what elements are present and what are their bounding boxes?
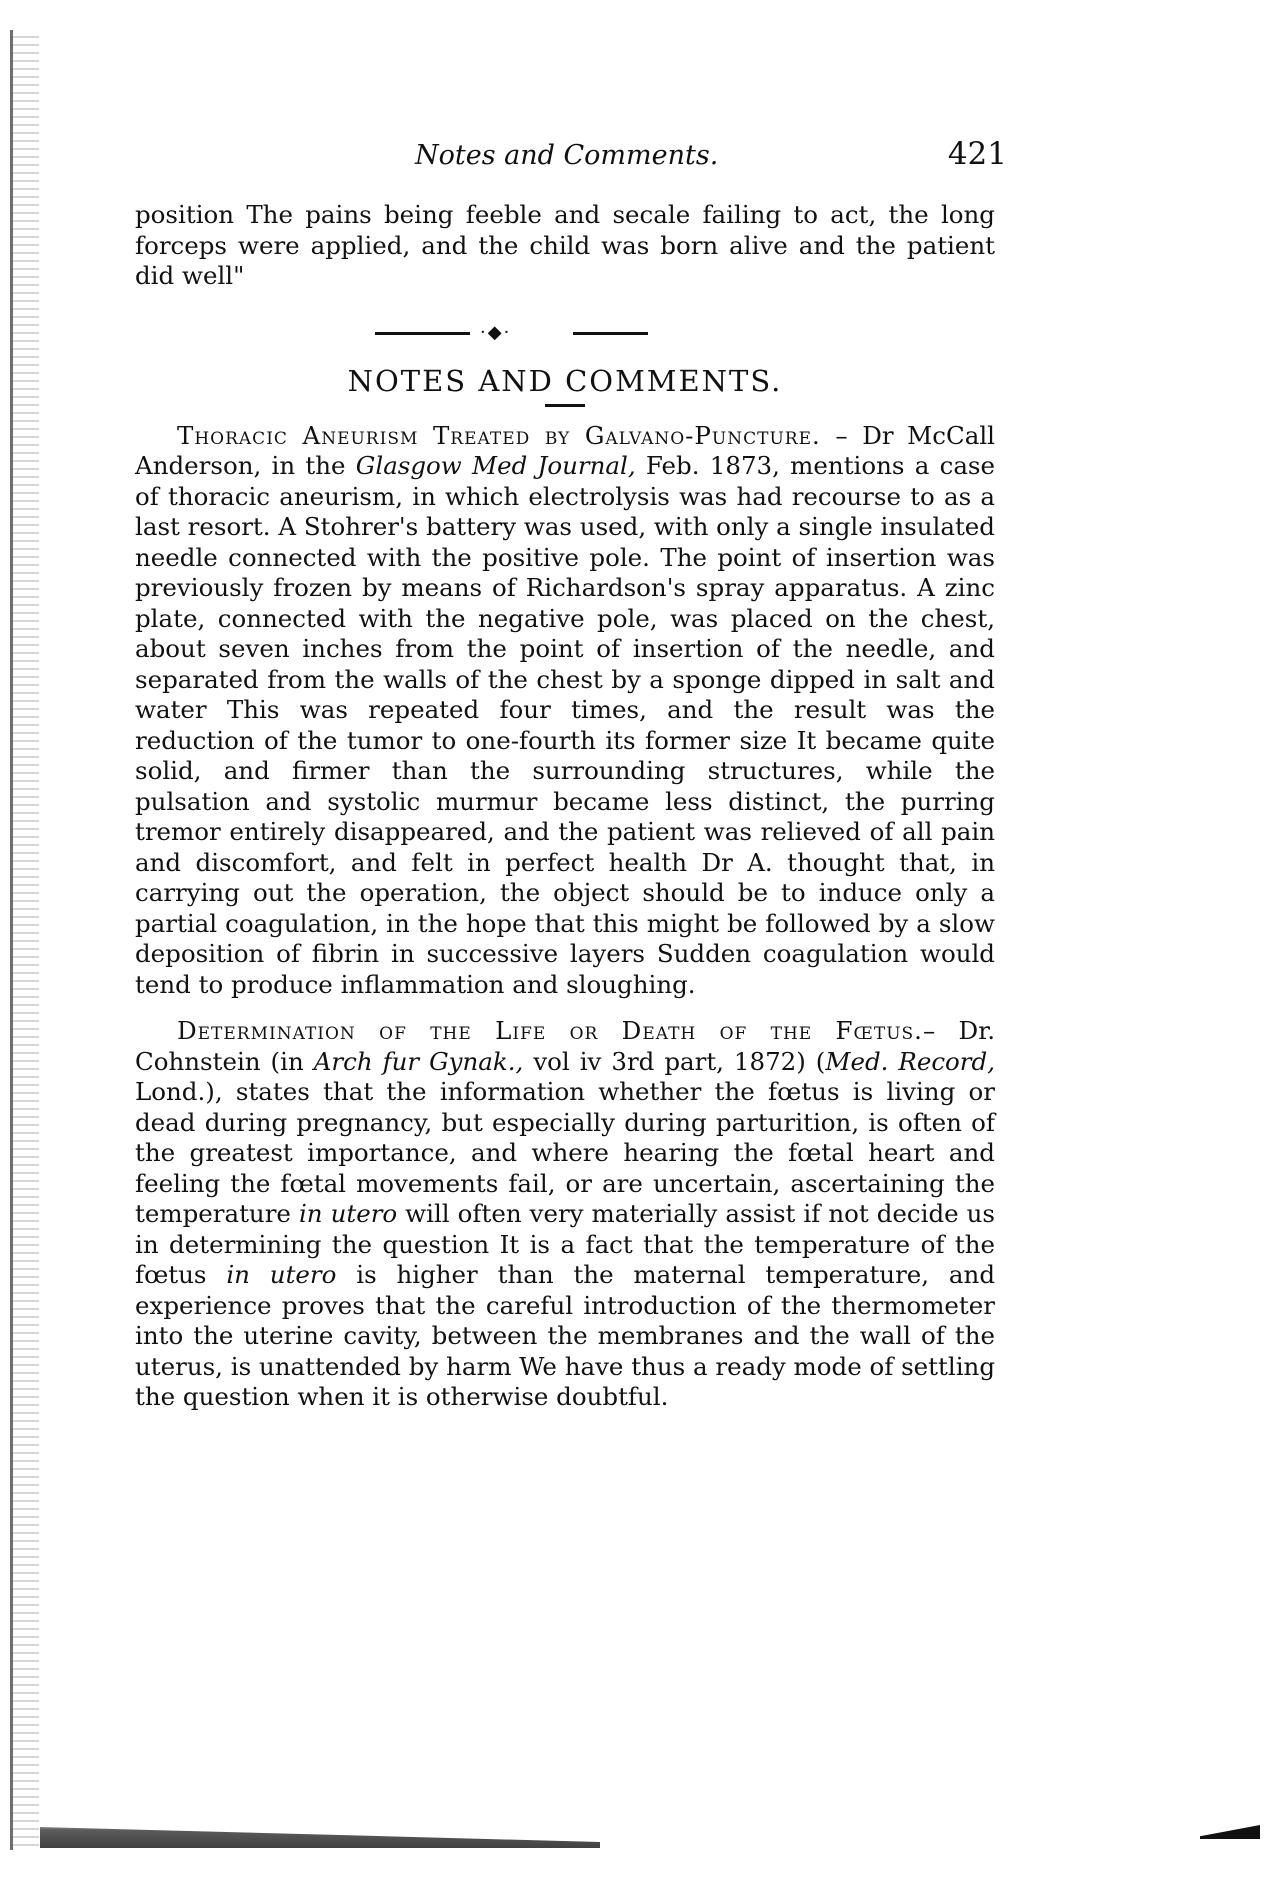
- ornament-dots: ·◆·: [480, 321, 512, 343]
- binding-edge: [10, 30, 39, 1850]
- running-head: Notes and Comments.: [415, 140, 719, 171]
- article-text: Dr. Cohnstein (in: [135, 1016, 995, 1076]
- title-rule: [545, 404, 585, 407]
- continuation-paragraph: position The pains being feeble and secale failing to act, the long forceps were applied, and the child was born alive and the patient did well": [135, 200, 995, 290]
- page: [135, 136, 1007, 1413]
- article-text: Lond.), states that the information whether the fœtus is living or dead during pregnancy, but especially during parturition, is often of the greatest importance, and where hearing the fœtal heart and feeling the fœtal movements fail, or are uncertain, ascertaining the temperature: [135, 1077, 995, 1228]
- article-heading: Thoracic Aneurism Treated by Galvano-Puncture. –: [177, 420, 849, 450]
- page-number: 421: [947, 136, 1007, 172]
- journal-title: Glasgow Med Journal,: [355, 451, 636, 480]
- article-text: Feb. 1873, mentions a case of thoracic aneurism, in which electrolysis was had recourse to as a last resort. A Stohrer's battery was used, with only a single insulated needle connected with the positive pole. The point of insertion was previously frozen by means of Richardson's spray apparatus. A zinc plate, connected with the negative pole, was placed on the chest, about seven inches from the point of insertion of the needle, and separated from the walls of the chest by a sponge dipped in salt and water This was repeated four times, and the result was the reduction of the tumor to one-fourth its former size It became quite solid, and firmer than the surrounding structures, while the pulsation and systolic murmur became less distinct, the purring tremor entirely disappeared, and the patient was relieved of all pain and discomfort, and felt in perfect health Dr A. thought that, in carrying out the operation, the object should be to induce only a partial coagulation, in the hope that this might be followed by a slow deposition of fibrin in successive layers Sudden coagulation would tend to produce inflammation and sloughing.: [135, 451, 995, 999]
- article-text: will often very materially assist if not decide us in determining the question It is a fact that the temperature of the fœtus: [135, 1199, 996, 1289]
- article-thoracic-aneurism: [135, 421, 995, 1001]
- article-foetus-determination: [135, 1016, 995, 1413]
- section-ornament: [135, 322, 995, 346]
- journal-title: Med. Record,: [825, 1046, 995, 1076]
- page-bottom-shadow: [40, 1818, 600, 1848]
- ornament-rule-right: [573, 332, 648, 335]
- journal-title: Arch fur Gynak.,: [313, 1046, 524, 1076]
- article-text: vol iv 3rd part, 1872) (: [523, 1046, 826, 1076]
- article-heading: Determination of the Life or Death of the Fœtus.–: [177, 1016, 937, 1045]
- section-title: NOTES AND COMMENTS.: [347, 363, 783, 398]
- article-text: Dr McCall Anderson, in the: [135, 420, 996, 480]
- ornament-rule-left: [375, 332, 470, 335]
- latin-phrase: in utero: [298, 1199, 398, 1228]
- page-corner-mark: [1200, 1825, 1260, 1839]
- page-header: [135, 136, 1007, 180]
- article-text: is higher than the maternal temperature, and experience proves that the careful introduction of the thermometer into the uterine cavity, between the membranes and the wall of the uterus, is unattended by harm We have thus a ready mode of settling the question when it is otherwise doubtful.: [135, 1260, 995, 1411]
- latin-phrase: in utero: [226, 1260, 337, 1289]
